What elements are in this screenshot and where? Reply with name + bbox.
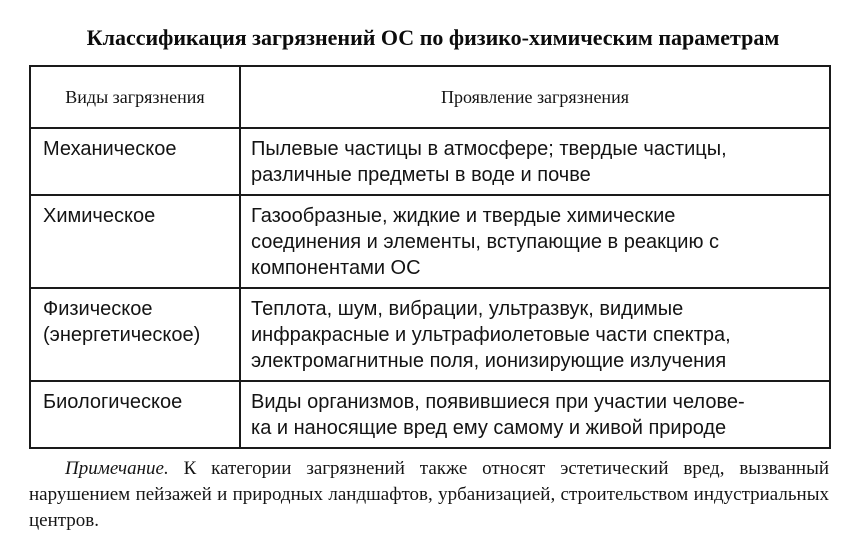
manifestation-line: Пылевые частицы в атмосфере; твердые частицы, <box>251 138 727 160</box>
kind-line: Биологическое <box>43 391 183 413</box>
table-row <box>30 381 830 448</box>
manifestation-line: различные предметы в воде и почве <box>251 164 591 186</box>
kind-line: Механическое <box>43 138 177 160</box>
kind-cell <box>30 288 240 381</box>
kind-line: Физическое <box>43 298 153 320</box>
kind-cell <box>30 381 240 448</box>
manifestation-cell <box>240 288 830 381</box>
column-header-kind: Виды загрязнения <box>30 66 240 128</box>
manifestation-line: инфракрасные и ультрафиолетовые части спектра, <box>251 324 731 346</box>
manifestation-line: соединения и элементы, вступающие в реакцию с <box>251 231 720 253</box>
manifestation-cell <box>240 195 830 288</box>
table-row <box>30 288 830 381</box>
manifestation-cell <box>240 128 830 195</box>
footnote <box>29 456 829 534</box>
kind-cell <box>30 128 240 195</box>
kind-cell <box>30 195 240 288</box>
manifestation-cell <box>240 381 830 448</box>
note-text: К категории загрязнений также относят эстетический вред, вызванный нарушением пейзажей и природных ландшафтов, урбанизацией, строительством индустриальных центров. <box>29 458 829 531</box>
manifestation-line: ка и наносящие вред ему самому и живой природе <box>251 417 727 439</box>
manifestation-line: Виды организмов, появившиеся при участии челове- <box>251 391 745 413</box>
manifestation-line: Газообразные, жидкие и твердые химические <box>251 205 676 227</box>
kind-line: Химическое <box>43 205 156 227</box>
kind-line: (энергетическое) <box>43 324 201 346</box>
table-row <box>30 195 830 288</box>
table-row <box>30 128 830 195</box>
manifestation-line: Теплота, шум, вибрации, ультразвук, видимые <box>251 298 684 320</box>
note-label: Примечание. <box>65 458 169 479</box>
column-header-manifestation: Проявление загрязнения <box>240 66 830 128</box>
manifestation-line: электромагнитные поля, ионизирующие излучения <box>251 350 727 372</box>
table-title: Классификация загрязнений ОС по физико-химическим параметрам <box>86 25 780 50</box>
table-header-row <box>30 66 830 128</box>
classification-table <box>29 65 831 449</box>
manifestation-line: компонентами ОС <box>251 257 421 279</box>
